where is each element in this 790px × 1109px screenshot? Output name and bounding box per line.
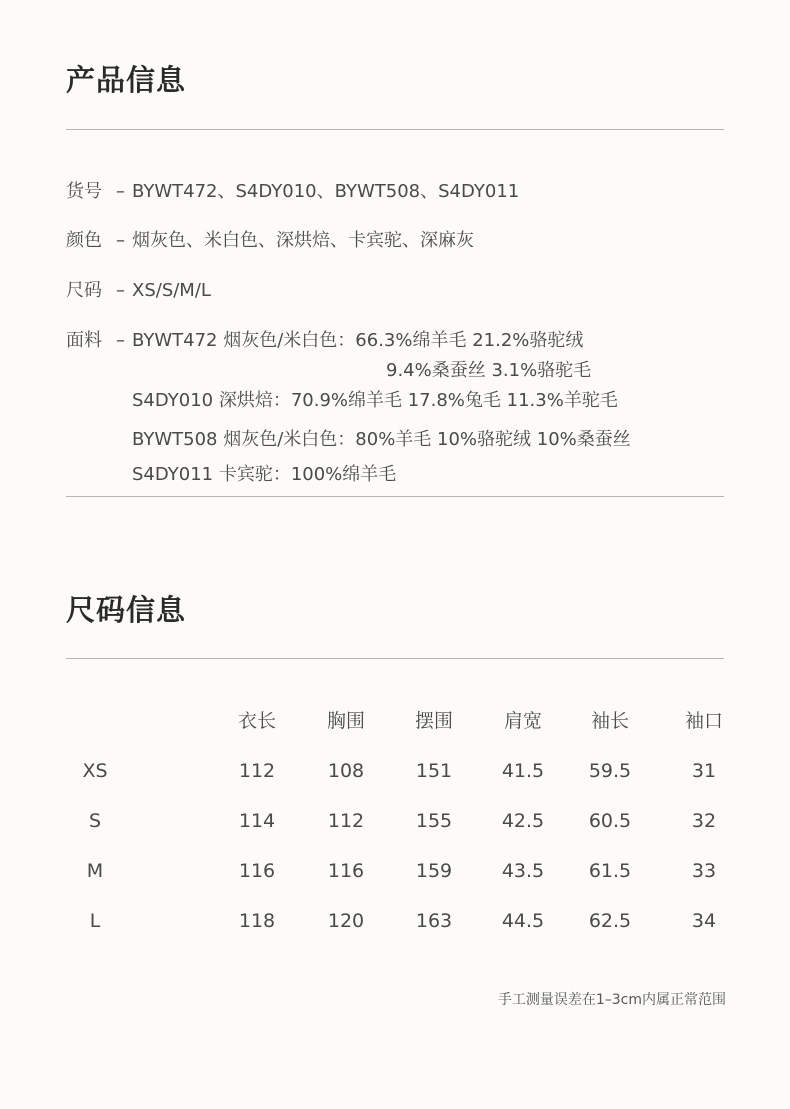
table-cell: 120 <box>327 910 365 932</box>
product-info-divider <box>66 129 724 130</box>
table-cell: 112 <box>238 760 276 782</box>
table-cell: 112 <box>327 810 365 832</box>
size-info-divider <box>66 658 724 659</box>
table-cell: 59.5 <box>588 760 632 782</box>
row-size-label: M <box>86 860 104 882</box>
fabric-line: 9.4%桑蚕丝 3.1%骆驼毛 <box>386 360 592 381</box>
table-cell: 114 <box>238 810 276 832</box>
table-cell: 43.5 <box>501 860 545 882</box>
table-cell: 33 <box>691 860 717 882</box>
table-cell: 163 <box>415 910 453 932</box>
table-cell: 44.5 <box>501 910 545 932</box>
size-label: 尺码 <box>66 280 102 301</box>
item-no-dash: – <box>116 181 125 202</box>
item-no-value: BYWT472、S4DY010、BYWT508、S4DY011 <box>132 181 520 202</box>
color-label: 颜色 <box>66 230 102 251</box>
table-cell: 116 <box>238 860 276 882</box>
item-no-label: 货号 <box>66 181 102 202</box>
table-cell: 62.5 <box>588 910 632 932</box>
fabric-line: BYWT472 烟灰色/米白色：66.3%绵羊毛 21.2%骆驼绒 <box>132 330 584 351</box>
table-cell: 118 <box>238 910 276 932</box>
table-cell: 116 <box>327 860 365 882</box>
table-cell: 60.5 <box>588 810 632 832</box>
fabric-line: S4DY011 卡宾驼：100%绵羊毛 <box>132 464 397 485</box>
color-dash: – <box>116 230 125 251</box>
measurement-note: 手工测量误差在1–3cm内属正常范围 <box>497 992 726 1008</box>
table-cell: 61.5 <box>588 860 632 882</box>
fabric-dash: – <box>116 330 125 351</box>
table-cell: 32 <box>691 810 717 832</box>
size-value: XS/S/M/L <box>132 280 211 301</box>
fabric-line: S4DY010 深烘焙：70.9%绵羊毛 17.8%兔毛 11.3%羊驼毛 <box>132 390 618 411</box>
row-size-label: S <box>88 810 102 832</box>
fabric-divider <box>66 496 724 497</box>
table-cell: 108 <box>327 760 365 782</box>
color-value: 烟灰色、米白色、深烘焙、卡宾驼、深麻灰 <box>132 230 474 251</box>
column-header-length: 衣长 <box>237 710 276 732</box>
column-header-sleeve-length: 袖长 <box>590 710 629 732</box>
column-header-chest: 胸围 <box>326 710 365 732</box>
column-header-cuff: 袖口 <box>684 710 723 732</box>
table-cell: 34 <box>691 910 717 932</box>
row-size-label: L <box>89 910 101 932</box>
table-cell: 31 <box>691 760 717 782</box>
fabric-label: 面料 <box>66 330 102 351</box>
size-dash: – <box>116 280 125 301</box>
size-info-title: 尺码信息 <box>66 593 187 627</box>
column-header-hem: 摆围 <box>414 710 453 732</box>
row-size-label: XS <box>82 760 108 782</box>
table-cell: 155 <box>415 810 453 832</box>
table-cell: 159 <box>415 860 453 882</box>
fabric-line: BYWT508 烟灰色/米白色：80%羊毛 10%骆驼绒 10%桑蚕丝 <box>132 429 631 450</box>
table-cell: 151 <box>415 760 453 782</box>
table-cell: 42.5 <box>501 810 545 832</box>
column-header-shoulder: 肩宽 <box>503 710 542 732</box>
product-info-title: 产品信息 <box>66 63 187 97</box>
table-cell: 41.5 <box>501 760 545 782</box>
